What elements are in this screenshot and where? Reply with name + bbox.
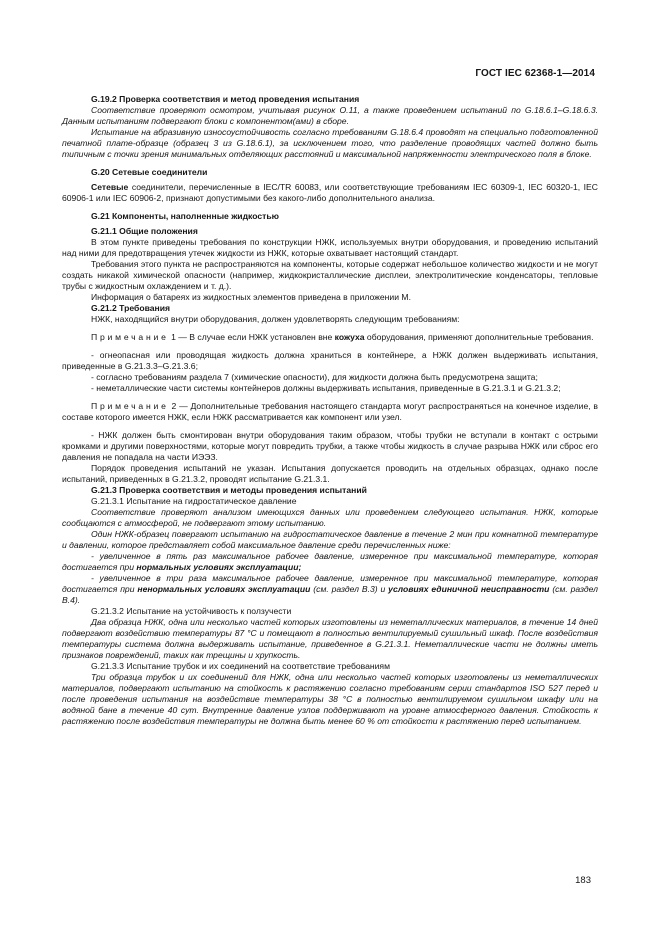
note-label: Примечание bbox=[91, 332, 169, 342]
section-heading-g20: G.20 Сетевые соединители bbox=[91, 167, 208, 177]
paragraph: Соответствие проверяют анализом имеющихся данных или проведением следующего испытания. НЖК, которые сообщаются с атмосферой, не подвергают этому испытанию. bbox=[62, 507, 598, 528]
list-item: - огнеопасная или проводящая жидкость должна храниться в контейнере, а НЖК должен выдерживать испытания, приведенные в G.21.3.3–G.21.3.6; bbox=[62, 350, 598, 371]
list-item: - неметаллические части системы контейнеров должны выдерживать испытания, приведенные в G.21.3.1 и G.21.3.2; bbox=[91, 383, 561, 393]
list-item: - НЖК должен быть смонтирован внутри оборудования таким образом, чтобы трубки не вступали в контакт с острыми кромками и другими поверхностями, которые могут повредить трубки, а также чтобы жидкость в случае разрыва НЖК или сброс его давления не попадала на части ИЭЭЗ. bbox=[62, 430, 598, 462]
paragraph: НЖК, находящийся внутри оборудования, должен удовлетворять следующим требованиям: bbox=[91, 314, 460, 324]
term-bold: Сетевые bbox=[91, 182, 129, 192]
note-2 bbox=[62, 401, 598, 423]
subsection-heading-g21-3-3: G.21.3.3 Испытание трубок и их соединений на соответствие требованиям bbox=[91, 661, 390, 671]
paragraph-text: соединители, перечисленные в IEC/TR 60083, или соответствующие требованиям IEC 60309-1, IEC 60320-1, IEC 60906-1 или IEC 60906-2, признают допустимыми без какого-либо дополнительного анализа. bbox=[62, 182, 598, 203]
list-item-text: (см. раздел B.4). bbox=[62, 584, 599, 605]
list-item-text: - увеличенное в три раза максимальное рабочее давление, измеренное при максимальной температуре, которая достигается при bbox=[62, 573, 598, 594]
note-label: Примечание bbox=[91, 401, 169, 411]
paragraph: Два образца НЖК, одна или несколько частей которых изготовлены из неметаллических материалов, в течение 14 дней подвергают воздействию температуры 87 °С и помещают в полностью вентилируемый сушильный шкаф. После воздействия температуры система должна выдерживать испытание, приведенное в G.21.3.1. Неметаллические части не должны иметь признаков повреждений, таких как трещины и хрупкость. bbox=[62, 617, 598, 660]
note-text: 2 — Дополнительные требования настоящего стандарта могут распространяться на конечное изделие, в составе которого имеется НЖК, если НЖК рассматривается как компонент или узел. bbox=[62, 401, 598, 422]
section-heading-g21-3: G.21.3 Проверка соответствия и методы проведения испытаний bbox=[91, 485, 367, 495]
list-item bbox=[62, 573, 598, 606]
term-bold: условиях единичной неисправности bbox=[388, 584, 550, 594]
term-bold: нормальных условиях эксплуатации; bbox=[136, 562, 302, 572]
paragraph: Требования этого пункта не распространяются на компоненты, которые содержат небольшое количество жидкости и не могут создать никакой химической опасности (например, жидкокристаллические дисплеи, электролитические конденсаторы, тепловые трубы с жидкостным охлаждением и т. д.). bbox=[62, 259, 598, 291]
paragraph: Один НЖК-образец повергают испытанию на гидростатическое давление в течение 2 мин при комнатной температуре и давлении, которое представляет собой максимальное давление среди перечисленных ниже: bbox=[62, 529, 598, 550]
document-body bbox=[62, 94, 598, 727]
note-text: оборудования, применяют дополнительные требования. bbox=[364, 332, 594, 342]
paragraph: Три образца трубок и их соединений для НЖК, одна или несколько частей которых изготовлены из неметаллических материалов, подвергают испытанию на стойкость к растяжению согласно требованиям серии стандартов ISO 527 перед и после проведения испытания на воздействие температуры 38 °С в полностью вентилируемом сушильном шкафу или на водяной бане в течение 40 сут. Внутренние давление узлов поддерживают на уровне атмосферного давления. Стойкость к растяжению после воздействия температуры не должна быть менее 60 % от стойкости к растяжению перед испытанием. bbox=[62, 672, 598, 726]
section-heading-g21-2: G.21.2 Требования bbox=[91, 303, 171, 313]
subsection-heading-g21-3-2: G.21.3.2 Испытание на устойчивость к ползучести bbox=[91, 606, 292, 616]
section-heading-g21: G.21 Компоненты, наполненные жидкостью bbox=[91, 211, 279, 221]
section-heading-g19-2: G.19.2 Проверка соответствия и метод проведения испытания bbox=[91, 94, 360, 104]
paragraph: Испытание на абразивную износоустойчивость согласно требованиям G.18.6.4 проводят на специально подготовленной печатной плате-образце (образец 3 из G.18.6.1), за исключением того, что разделение проводящих частей должно быть типичным с точки зрения минимальных отделяющих расстояний и максимальной напряженности электрического поля в блоке. bbox=[62, 127, 598, 159]
list-item: - согласно требованиям раздела 7 (химические опасности), для жидкости должна быть предусмотрена защита; bbox=[91, 372, 538, 382]
note-text: 1 — В случае если НЖК установлен вне bbox=[168, 332, 335, 342]
page-number: 183 bbox=[575, 875, 591, 886]
section-heading-g21-1: G.21.1 Общие положения bbox=[91, 226, 198, 236]
paragraph: Соответствие проверяют осмотром, учитывая рисунок О.11, а также проведением испытаний по G.18.6.1–G.18.6.3. Данным испытаниям подвергают блоки с компонентом(ами) в сборе. bbox=[62, 105, 598, 126]
note-1 bbox=[62, 332, 598, 343]
paragraph bbox=[62, 182, 598, 204]
document-code: ГОСТ IEC 62368-1—2014 bbox=[475, 68, 595, 79]
list-item bbox=[62, 551, 598, 573]
list-item-text: (см. раздел B.3) и bbox=[310, 584, 389, 594]
subsection-heading-g21-3-1: G.21.3.1 Испытание на гидростатическое давление bbox=[91, 496, 297, 506]
paragraph: Информация о батареях из жидкостных элементов приведена в приложении М. bbox=[91, 292, 411, 302]
paragraph: Порядок проведения испытаний не указан. Испытания допускается проводить на отдельных образцах, однако после испытаний, приведенных в G.21.3.2, проводят испытание G.21.3.1. bbox=[62, 463, 598, 484]
term-bold: кожуха bbox=[334, 332, 365, 342]
paragraph: В этом пункте приведены требования по конструкции НЖК, используемых внутри оборудования, и проведению испытаний над ними для предотвращения утечек жидкости из НЖК, которые охватывает настоящий стандарт. bbox=[62, 237, 598, 258]
term-bold: ненормальных условиях эксплуатации bbox=[137, 584, 311, 594]
list-item-text: - увеличенное в пять раз максимальное рабочее давление, измеренное при максимальной температуре, которая достигается при bbox=[62, 551, 598, 572]
